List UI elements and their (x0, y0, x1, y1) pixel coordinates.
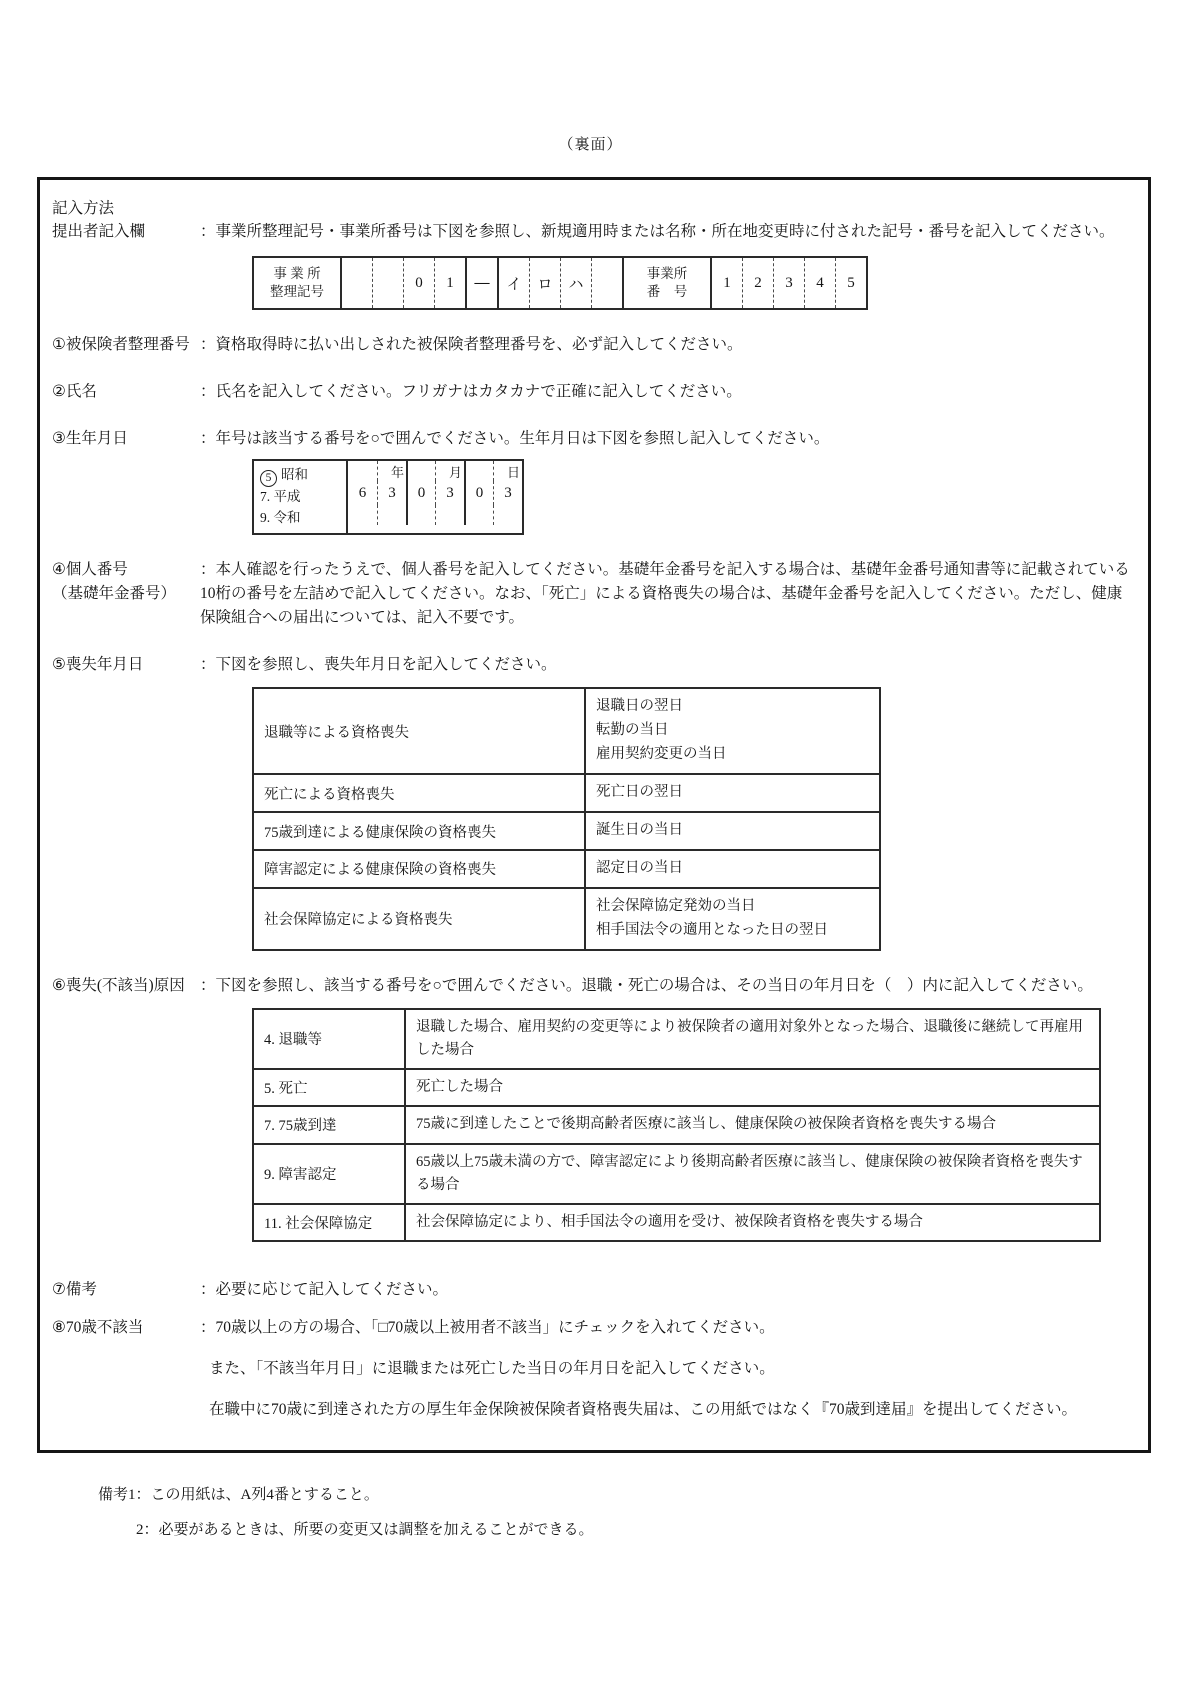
birth-grid-cell (348, 505, 377, 525)
reason-code-cell: 11. 社会保障協定 (264, 1215, 373, 1232)
office-code-cell: 0 (403, 258, 434, 308)
footer-note-1-text: この用紙は、A列4番とすること。 (150, 1487, 379, 1504)
era-showa-label: 昭和 (281, 467, 308, 483)
office-code-cell: 1 (434, 258, 465, 308)
reason-row (254, 1010, 1099, 1068)
office-number-label (622, 258, 712, 308)
loss-date-row (254, 811, 879, 849)
birth-date-grid (348, 461, 522, 533)
reason-table (252, 1008, 1101, 1242)
cause-cell: 社会保障協定による資格喪失 (264, 912, 453, 929)
row-item1-label: ①被保険者整理番号 (52, 336, 190, 354)
side-label: （裏面） (558, 137, 623, 153)
era-showa (260, 465, 340, 487)
row-item2-label: ②氏名 (52, 383, 97, 401)
row-item8 (52, 1316, 1136, 1422)
row-item1 (52, 333, 1136, 357)
office-number-label-line1: 事業所 (646, 265, 688, 281)
row-item8-line2: また、「不該当年月日」に退職または死亡した当日の年月日を記入してください。 (209, 1360, 775, 1378)
office-code-cell: イ (497, 258, 529, 308)
unit-day-cell: 日 (493, 461, 522, 481)
office-number-cell: 4 (804, 258, 835, 308)
date-cell: 誕生日の当日 (584, 813, 879, 849)
loss-date-row (254, 887, 879, 949)
row-item3 (52, 427, 1136, 451)
footer-note-2-text: 必要があるときは、所要の変更又は調整を加えることができる。 (158, 1522, 594, 1539)
cause-cell: 障害認定による健康保険の資格喪失 (264, 862, 496, 879)
office-code-cell: ロ (529, 258, 560, 308)
row-item8-line3: 在職中に70歳に到達された方の厚生年金保険被保険者資格喪失届は、この用紙ではなく『70歳到達届』を提出してください。 (209, 1401, 1078, 1419)
row-item4 (52, 558, 1136, 630)
birth-grid-cell (406, 505, 435, 525)
reason-code-cell: 9. 障害認定 (264, 1167, 337, 1184)
row-item4-text: ：本人確認を行ったうえで、個人番号を記入してください。基礎年金番号を記入する場合は、基礎年金番号通知書等に記載されている10桁の番号を左詰めで記入してください。なお、「死亡」による資格喪失の場合は、基礎年金番号を記入してください。ただし、健康保険組合への届出については、記入不要です。 (200, 561, 1130, 627)
date-line: 転勤の当日 (596, 722, 669, 739)
birth-date-table (252, 459, 524, 535)
birth-grid-cell (406, 461, 435, 481)
row-item2-text: ：氏名を記入してください。フリガナはカタカナで正確に記入してください。 (200, 383, 742, 401)
row-item7 (52, 1278, 1136, 1302)
office-number-cell: 1 (723, 274, 731, 291)
row-item8-label: ⑧70歳不該当 (52, 1319, 144, 1337)
birth-grid-cell (435, 505, 464, 525)
birth-digit-cell: 0 (406, 481, 435, 505)
birth-digit-cell: 0 (464, 481, 493, 505)
era-reiwa: 9. 令和 (260, 510, 301, 526)
office-code-dash-cell: — (465, 258, 497, 308)
instructions-box (37, 177, 1151, 1453)
era-heisei: 7. 平成 (260, 489, 301, 505)
footer-note-1 (98, 1483, 1181, 1504)
office-code-cell: ハ (560, 258, 591, 308)
birth-digit-cell: 3 (435, 481, 464, 505)
date-cell (584, 689, 879, 773)
office-code-cell (372, 258, 403, 308)
reason-code-cell: 4. 退職等 (264, 1032, 322, 1049)
footer-note-1-label: 備考1： (98, 1487, 151, 1504)
row-item6-label: ⑥喪失(不該当)原因 (52, 976, 185, 994)
date-line: 雇用契約変更の当日 (596, 746, 727, 763)
row-item4-label-line1: ④個人番号 (52, 561, 128, 579)
date-line: 退職日の翌日 (596, 698, 683, 715)
row-submitter (52, 220, 1136, 244)
reason-row (254, 1068, 1099, 1105)
date-line: 社会保障協定発効の当日 (596, 897, 756, 914)
office-code-left-label-line2: 整理記号 (270, 284, 324, 300)
cause-cell: 75歳到達による健康保険の資格喪失 (264, 824, 496, 841)
birth-grid-cell (464, 505, 493, 525)
footer-note-2-label: 2： (136, 1522, 159, 1539)
reason-desc-cell: 65歳以上75歳未満の方で、障害認定により後期高齢者医療に該当し、健康保険の被保険者資格を喪失する場合 (404, 1145, 1099, 1203)
cause-cell: 退職等による資格喪失 (264, 724, 409, 741)
date-cell (584, 889, 879, 949)
reason-desc-cell: 退職した場合、雇用契約の変更等により被保険者の適用対象外となった場合、退職後に継続して再雇用した場合 (404, 1010, 1099, 1068)
date-cell: 死亡日の翌日 (584, 775, 879, 811)
row-item5-label: ⑤喪失年月日 (52, 656, 144, 674)
row-item8-text (200, 1316, 1136, 1422)
birth-digit-cell: 6 (358, 484, 367, 501)
date-cell: 認定日の当日 (584, 851, 879, 887)
office-number-cell: 3 (773, 258, 804, 308)
loss-date-row (254, 849, 879, 887)
row-item4-label (52, 558, 200, 630)
birth-grid-cell (348, 461, 377, 481)
row-item6-text: ：下図を参照し、該当する番号を○で囲んでください。退職・死亡の場合は、その当日の年月日を（ ）内に記入してください。 (200, 976, 1093, 994)
loss-date-row (254, 773, 879, 811)
reason-desc-cell: 死亡した場合 (404, 1070, 1099, 1105)
office-code-left-label-line1: 事 業 所 (273, 265, 321, 281)
row-item3-label: ③生年月日 (52, 430, 128, 448)
era-circled-number: 5 (260, 470, 277, 487)
reason-row (254, 1143, 1099, 1203)
reason-row (254, 1105, 1099, 1142)
office-code-cell (342, 258, 372, 308)
office-code-cell (591, 258, 622, 308)
footer-notes (98, 1483, 1181, 1539)
row-item5-text: ：下図を参照し、喪失年月日を記入してください。 (200, 656, 557, 674)
row-item5 (52, 653, 1136, 677)
birth-grid-cell (493, 505, 522, 525)
reason-code-cell: 7. 75歳到達 (264, 1118, 337, 1135)
loss-date-table (252, 687, 881, 950)
birth-grid-cell (464, 461, 493, 481)
reason-desc-cell: 75歳に到達したことで後期高齢者医療に該当し、健康保険の被保険者資格を喪失する場合 (404, 1107, 1099, 1142)
birth-digit-cell: 3 (493, 481, 522, 505)
row-submitter-label: 提出者記入欄 (52, 223, 146, 240)
reason-code-cell: 5. 死亡 (264, 1081, 308, 1098)
office-code-table (252, 256, 868, 310)
office-number-label-line2: 番 号 (646, 284, 688, 300)
row-item4-label-line2: （基礎年金番号） (52, 584, 177, 602)
office-code-left-label (254, 258, 342, 308)
cause-cell: 死亡による資格喪失 (264, 786, 395, 803)
reason-desc-cell: 社会保障協定により、相手国法令の適用を受け、被保険者資格を喪失する場合 (404, 1205, 1099, 1240)
row-item1-text: ：資格取得時に払い出しされた被保険者整理番号を、必ず記入してください。 (200, 336, 743, 354)
era-list (254, 461, 348, 533)
row-item8-line1: ：70歳以上の方の場合、「□70歳以上被用者不該当」にチェックを入れてください。 (200, 1319, 775, 1337)
reason-row (254, 1203, 1099, 1240)
loss-date-row (254, 689, 879, 773)
row-item6 (52, 974, 1136, 998)
unit-month-cell: 月 (435, 461, 464, 481)
how-to-title: 記入方法 (52, 200, 115, 217)
row-item3-text: ：年号は該当する番号を○で囲んでください。生年月日は下図を参照し記入してください。 (200, 430, 830, 448)
office-number-cell: 5 (835, 258, 866, 308)
footer-note-2 (98, 1518, 1181, 1539)
office-number-cell: 2 (742, 258, 773, 308)
birth-grid-cell (377, 505, 406, 525)
birth-digit-cell: 3 (377, 481, 406, 505)
row-item7-text: ：必要に応じて記入してください。 (200, 1281, 449, 1299)
row-item2 (52, 380, 1136, 404)
unit-year-cell: 年 (377, 461, 406, 481)
row-submitter-text: ：事業所整理記号・事業所番号は下図を参照し、新規適用時または名称・所在地変更時に付された記号・番号を記入してください。 (200, 223, 1115, 240)
date-line: 相手国法令の適用となった日の翌日 (596, 921, 828, 938)
row-item7-label: ⑦備考 (52, 1281, 97, 1299)
